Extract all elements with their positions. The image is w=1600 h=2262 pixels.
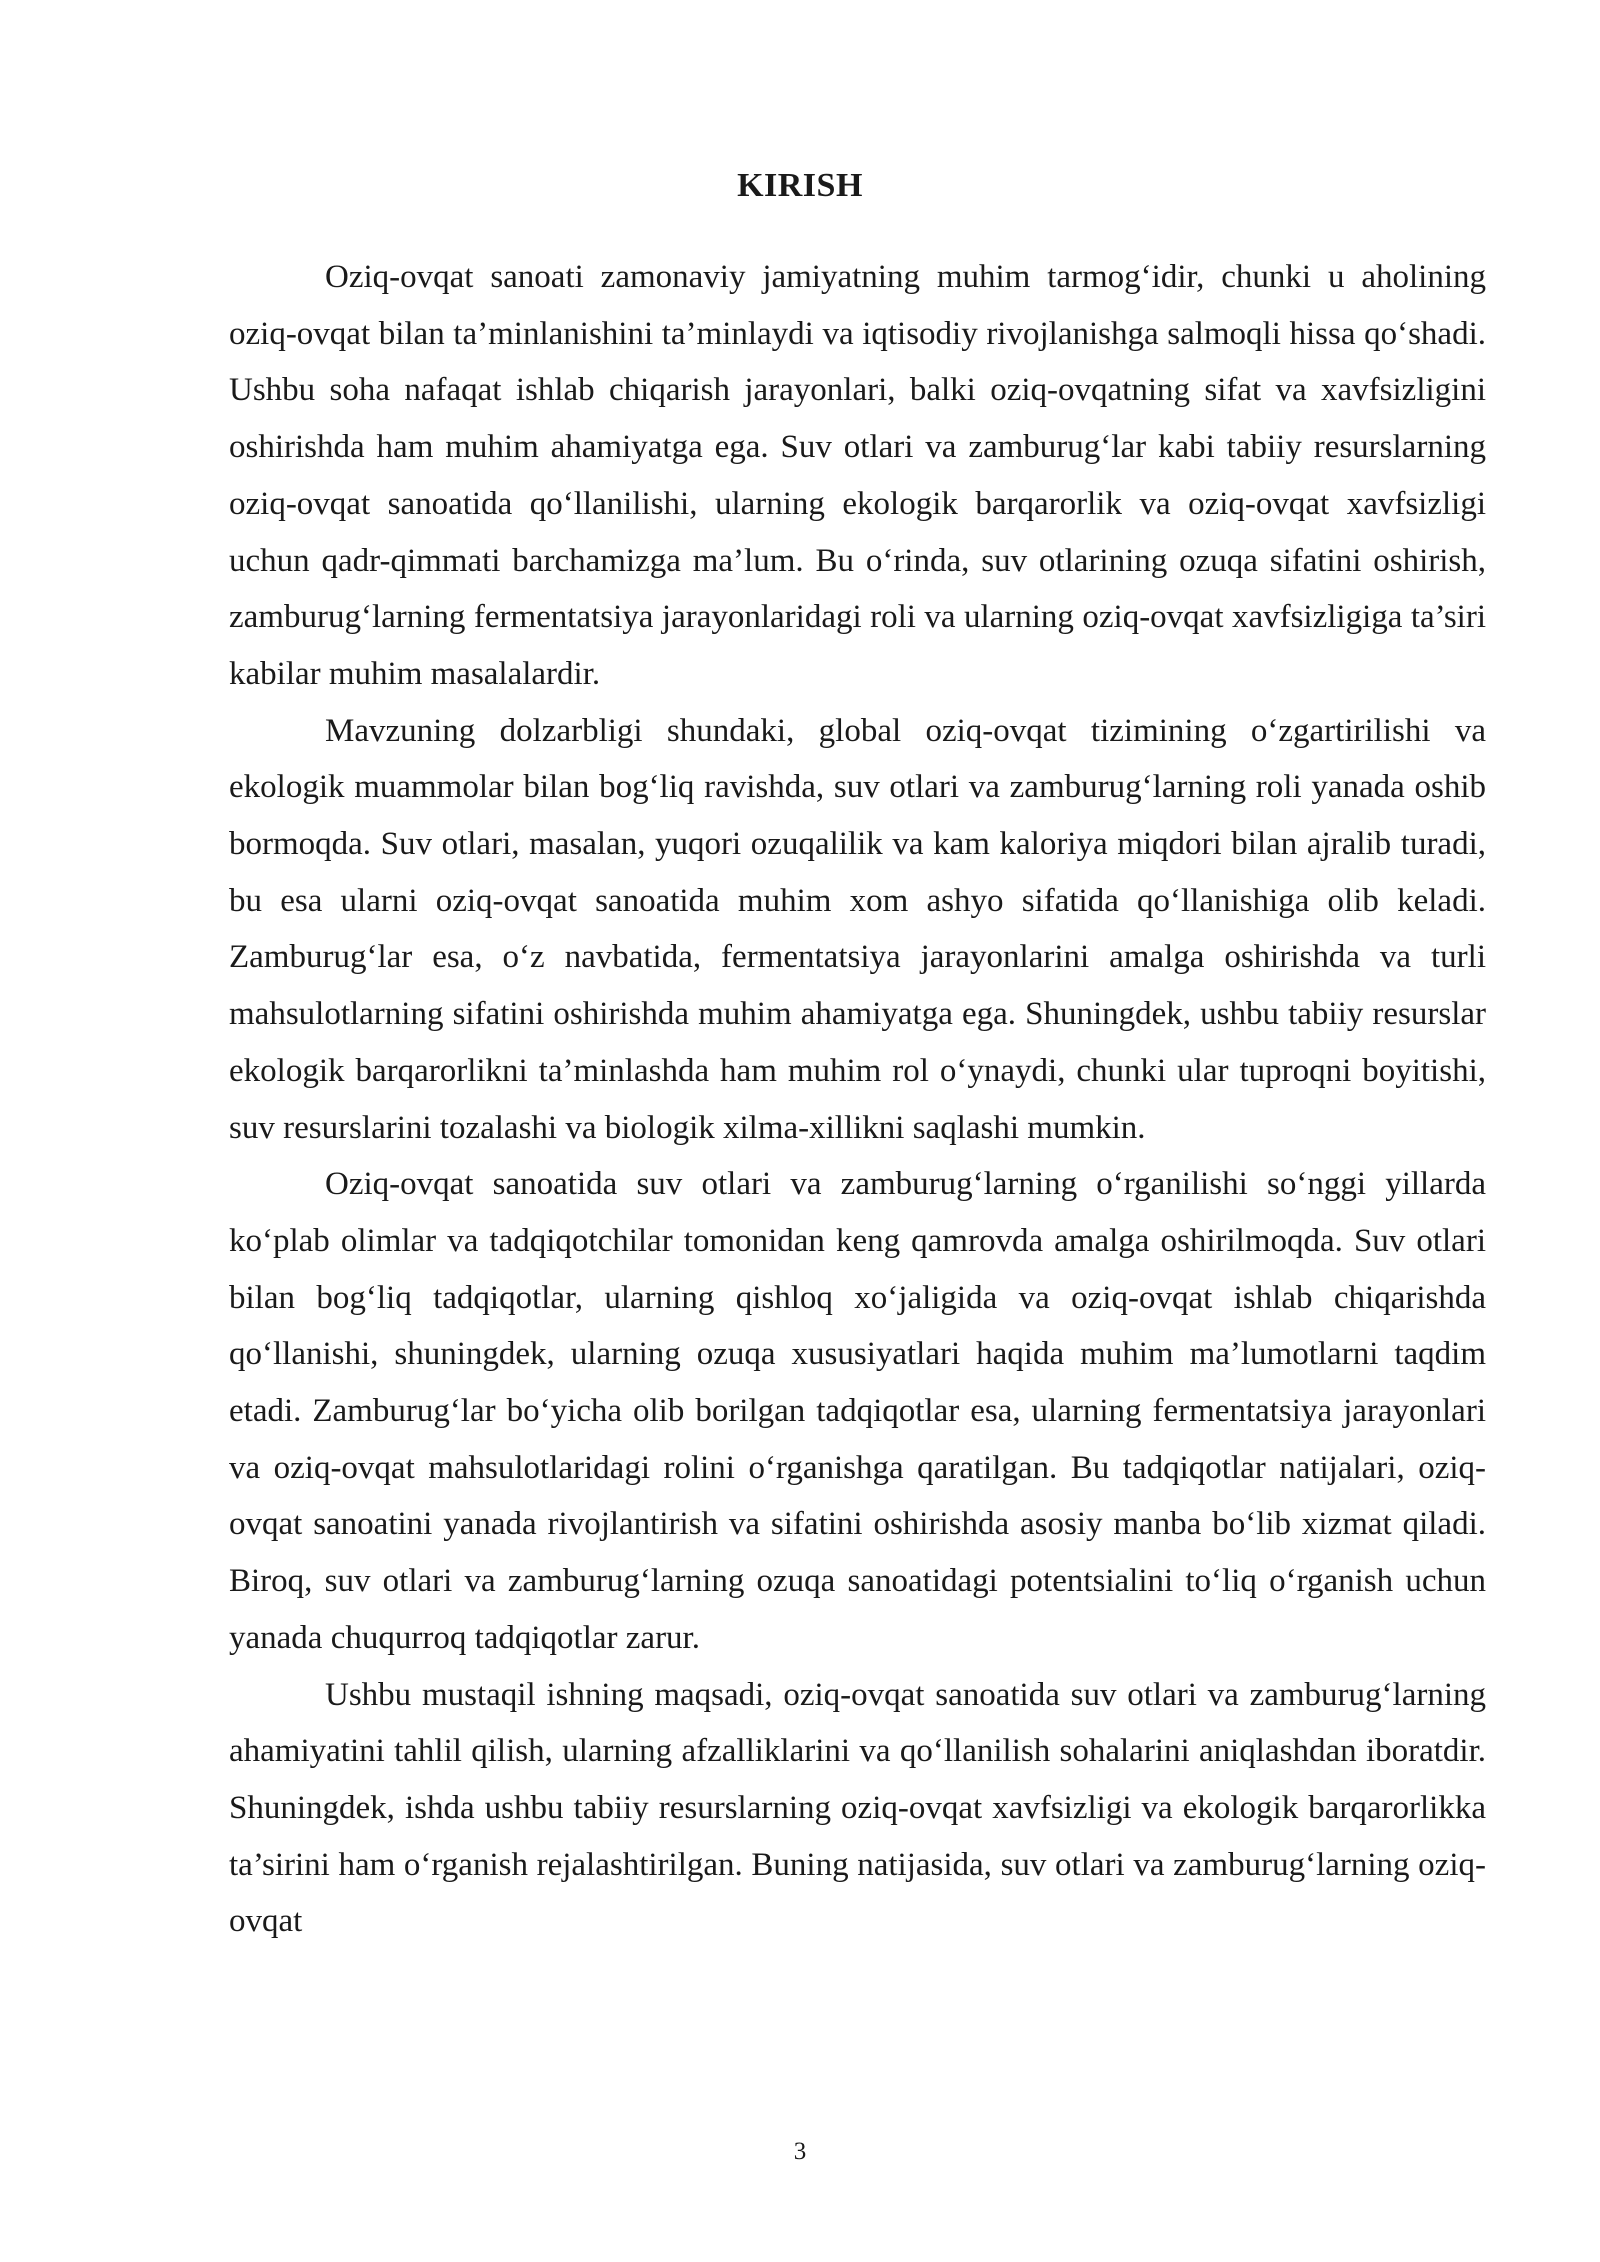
page-title: KIRISH <box>737 167 863 204</box>
body-text <box>229 249 1486 1950</box>
paragraph-3: Oziq-ovqat sanoatida suv otlari va zamburug‘larning o‘rganilishi so‘nggi yillarda ko‘plab olimlar va tadqiqotchilar tomonidan keng qamrovda amalga oshirilmoqda. Suv otlari bilan bog‘liq tadqiqotlar, ularning qishloq xo‘jaligida va oziq-ovqat ishlab chiqarishda qo‘llanishi, shuningdek, ularning ozuqa xususiyatlari haqida muhim ma’lumotlarni taqdim etadi. Zamburug‘lar bo‘yicha olib borilgan tadqiqotlar esa, ularning fermentatsiya jarayonlari va oziq-ovqat mahsulotlaridagi rolini o‘rganishga qaratilgan. Bu tadqiqotlar natijalari, oziq-ovqat sanoatini yanada rivojlantirish va sifatini oshirishda asosiy manba bo‘lib xizmat qiladi. Biroq, suv otlari va zamburug‘larning ozuqa sanoatidagi potentsialini to‘liq o‘rganish uchun yanada chuqurroq tadqiqotlar zarur. <box>229 1166 1486 1656</box>
paragraph-1: Oziq-ovqat sanoati zamonaviy jamiyatning muhim tarmog‘idir, chunki u aholining oziq-ovqat bilan ta’minlanishini ta’minlaydi va iqtisodiy rivojlanishga salmoqli hissa qo‘shadi. Ushbu soha nafaqat ishlab chiqarish jarayonlari, balki oziq-ovqatning sifat va xavfsizligini oshirishda ham muhim ahamiyatga ega. Suv otlari va zamburug‘lar kabi tabiiy resurslarning oziq-ovqat sanoatida qo‘llanilishi, ularning ekologik barqarorlik va oziq-ovqat xavfsizligi uchun qadr-qimmati barchamizga ma’lum. Bu o‘rinda, suv otlarining ozuqa sifatini oshirish, zamburug‘larning fermentatsiya jarayonlaridagi roli va ularning oziq-ovqat xavfsizligiga ta’siri kabilar muhim masalalardir. <box>229 259 1486 692</box>
paragraph-2: Mavzuning dolzarbligi shundaki, global oziq-ovqat tizimining o‘zgartirilishi va ekologik muammolar bilan bog‘liq ravishda, suv otlari va zamburug‘larning roli yanada oshib bormoqda. Suv otlari, masalan, yuqori ozuqalilik va kam kaloriya miqdori bilan ajralib turadi, bu esa ularni oziq-ovqat sanoatida muhim xom ashyo sifatida qo‘llanishiga olib keladi. Zamburug‘lar esa, o‘z navbatida, fermentatsiya jarayonlarini amalga oshirishda va turli mahsulotlarning sifatini oshirishda muhim ahamiyatga ega. Shuningdek, ushbu tabiiy resurslar ekologik barqarorlikni ta’minlashda ham muhim rol o‘ynaydi, chunki ular tuproqni boyitishi, suv resurslarini tozalashi va biologik xilma-xillikni saqlashi mumkin. <box>229 712 1486 1146</box>
page-number: 3 <box>793 2138 807 2165</box>
paragraph-4: Ushbu mustaqil ishning maqsadi, oziq-ovqat sanoatida suv otlari va zamburug‘larning ahamiyatini tahlil qilish, ularning afzalliklarini va qo‘llanilish sohalarini aniqlashdan iboratdir. Shuningdek, ishda ushbu tabiiy resurslarning oziq-ovqat xavfsizligi va ekologik barqarorlikka ta’sirini ham o‘rganish rejalashtirilgan. Buning natijasida, suv otlari va zamburug‘larning oziq-ovqat <box>229 1676 1486 1940</box>
